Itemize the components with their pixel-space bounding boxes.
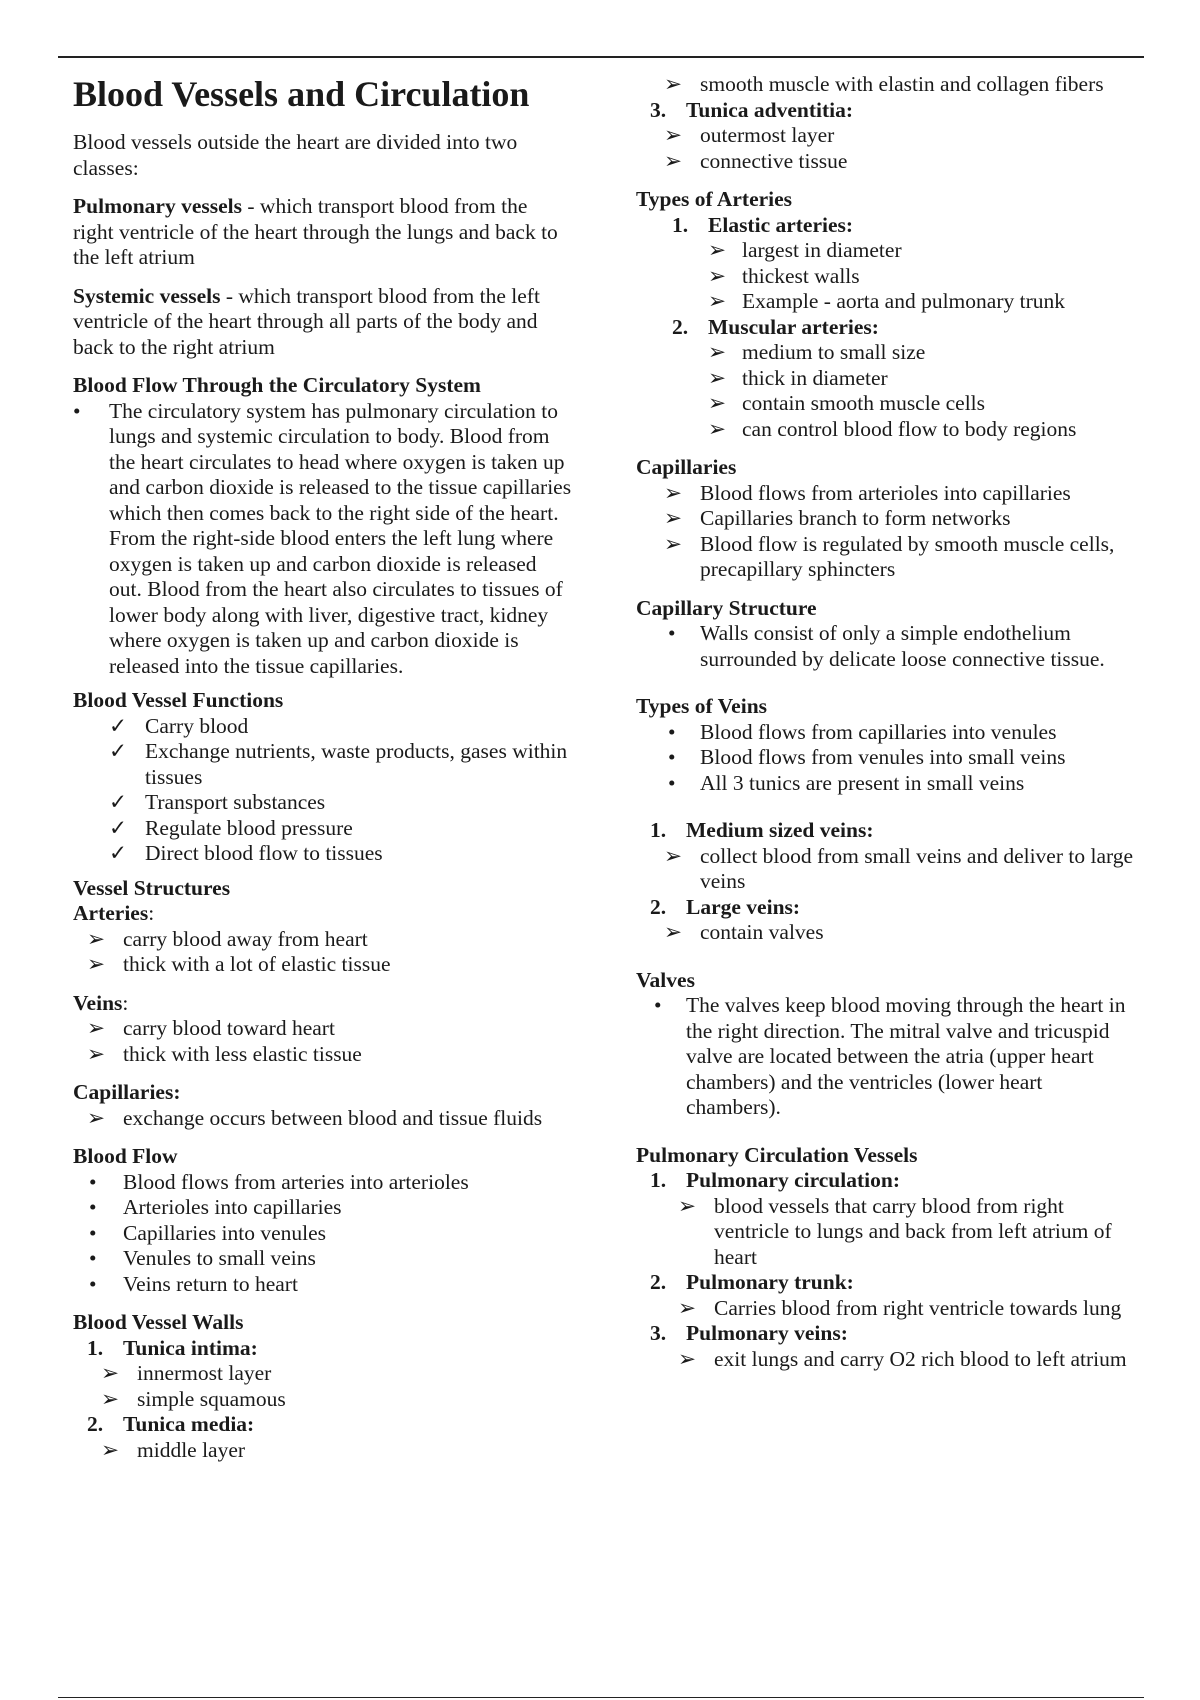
arrow-bullet-icon: ➢ — [678, 1295, 697, 1320]
pulmonary-veins-list — [636, 1347, 1136, 1373]
pulmonary-veins-label: Pulmonary veins: — [686, 1321, 848, 1345]
elastic-arteries-heading — [636, 213, 1136, 239]
list-item — [636, 532, 1136, 583]
vein-type-item: Blood flows from venules into small veins — [700, 745, 1066, 769]
vein-item: thick with less elastic tissue — [123, 1041, 362, 1066]
pulmonary-trunk-list — [636, 1296, 1136, 1322]
intro-paragraph: Blood vessels outside the heart are divided into two classes: — [73, 130, 518, 180]
capillary-structure-heading: Capillary Structure — [636, 595, 817, 620]
medium-vein-item: collect blood from small veins and deliver to large veins — [700, 843, 1134, 893]
tunica-adventitia-list — [636, 123, 1136, 174]
pulmonary-item: blood vessels that carry blood from right ventricle to lungs and back from left atrium of heart — [714, 1193, 1112, 1269]
valves-list — [636, 993, 1136, 1121]
functions-list — [73, 714, 573, 867]
list-item — [636, 238, 1136, 264]
list-item — [73, 1387, 573, 1413]
list-item — [636, 72, 1136, 98]
list-item — [636, 621, 1136, 672]
artery-item: thick with a lot of elastic tissue — [123, 952, 391, 976]
tunica-media-label: Tunica media: — [123, 1412, 255, 1436]
muscular-arteries-heading — [636, 315, 1136, 341]
blood-flow-list — [73, 1170, 573, 1298]
arrow-bullet-icon: ➢ — [664, 148, 683, 173]
large-veins-list — [636, 920, 1136, 946]
artery-item: carry blood away from heart — [123, 926, 368, 951]
list-item — [636, 993, 1136, 1121]
checkmark-icon: ✓ — [109, 739, 128, 763]
muscular-arteries-label: Muscular arteries: — [708, 314, 879, 339]
arrow-bullet-icon: ➢ — [678, 1346, 697, 1371]
arrow-bullet-icon: ➢ — [101, 1386, 120, 1411]
arrow-bullet-icon: ➢ — [708, 289, 727, 313]
list-item — [73, 1221, 573, 1247]
arrow-bullet-icon: ➢ — [101, 1437, 120, 1462]
large-veins-label: Large veins: — [686, 894, 801, 919]
list-item — [636, 264, 1136, 290]
function-item: Carry blood — [145, 713, 249, 738]
pulmonary-vessels-text: - which transport blood from the right ventricle of the heart through the lungs and back to the left atrium — [73, 194, 558, 269]
list-item — [73, 1438, 573, 1464]
veins-label-line: Veins: — [73, 990, 129, 1015]
arrow-bullet-icon: ➢ — [664, 480, 683, 505]
arrow-bullet-icon: ➢ — [708, 416, 727, 441]
bullet-icon: • — [89, 1169, 97, 1194]
list-item — [73, 1170, 573, 1196]
capillary-item: exchange occurs between blood and tissue fluids — [123, 1105, 543, 1130]
veins-label: Veins — [73, 990, 123, 1015]
capillaries-item: Blood flows from arterioles into capillaries — [700, 480, 1071, 505]
artery-type-item: contain smooth muscle cells — [742, 391, 986, 415]
bullet-icon: • — [668, 745, 676, 769]
list-item — [636, 289, 1136, 315]
list-item — [73, 841, 573, 867]
pulmonary-circulation-list — [636, 1194, 1136, 1271]
list-item — [636, 123, 1136, 149]
arrow-bullet-icon: ➢ — [678, 1193, 697, 1218]
list-number: 1. — [87, 1335, 104, 1360]
function-item: Transport substances — [145, 790, 326, 814]
bullet-icon: • — [668, 621, 676, 645]
list-item — [636, 506, 1136, 532]
pulmonary-trunk-heading — [636, 1270, 1136, 1296]
checkmark-icon: ✓ — [109, 815, 128, 840]
tunica-adventitia-heading — [636, 98, 1136, 124]
tunica-item: outermost layer — [700, 123, 835, 147]
pulmonary-heading: Pulmonary Circulation Vessels — [636, 1142, 918, 1167]
vein-item: carry blood toward heart — [123, 1016, 335, 1040]
top-rule — [58, 56, 1144, 58]
artery-type-item: can control blood flow to body regions — [742, 416, 1077, 441]
list-item — [73, 1361, 573, 1387]
checkmark-icon: ✓ — [109, 841, 128, 865]
tunica-intima-heading — [73, 1336, 573, 1362]
vein-types-heading: Types of Veins — [636, 694, 768, 718]
bullet-icon: • — [89, 1220, 97, 1245]
capillaries-item: Blood flow is regulated by smooth muscle cells, precapillary sphincters — [700, 531, 1115, 581]
arrow-bullet-icon: ➢ — [708, 365, 727, 390]
arrow-bullet-icon: ➢ — [664, 843, 683, 868]
function-item: Exchange nutrients, waste products, gases within tissues — [145, 739, 568, 789]
arrow-bullet-icon: ➢ — [708, 391, 727, 415]
arrow-bullet-icon: ➢ — [708, 238, 727, 262]
artery-type-item: medium to small size — [742, 340, 926, 364]
list-item — [636, 481, 1136, 507]
arrow-bullet-icon: ➢ — [708, 263, 727, 288]
artery-type-item: thick in diameter — [742, 365, 888, 390]
left-column — [73, 60, 573, 1463]
blood-flow-item: Veins return to heart — [123, 1271, 298, 1296]
list-item — [636, 844, 1136, 895]
list-item — [73, 1195, 573, 1221]
list-number: 1. — [672, 212, 689, 237]
list-item — [636, 771, 1136, 797]
pulmonary-item: Carries blood from right ventricle towards lung — [714, 1295, 1122, 1320]
vein-types-list — [636, 720, 1136, 797]
blood-flow-item: Venules to small veins — [123, 1246, 316, 1270]
list-item — [73, 952, 573, 978]
capillaries-heading: Capillaries — [636, 455, 737, 479]
list-number: 2. — [650, 894, 667, 919]
arrow-bullet-icon: ➢ — [101, 1361, 120, 1385]
walls-heading: Blood Vessel Walls — [73, 1310, 244, 1334]
list-number: 1. — [650, 818, 667, 842]
bottom-rule — [58, 1697, 1144, 1698]
blood-flow-heading: Blood Flow — [73, 1144, 178, 1168]
tunica-media-heading — [73, 1412, 573, 1438]
medium-veins-label: Medium sized veins: — [686, 818, 874, 842]
list-item — [636, 391, 1136, 417]
right-column — [636, 60, 1136, 1372]
list-number: 1. — [650, 1168, 667, 1192]
pulmonary-veins-heading — [636, 1321, 1136, 1347]
artery-types-heading: Types of Arteries — [636, 187, 793, 211]
list-item — [636, 745, 1136, 771]
tunica-media-list — [73, 1438, 573, 1464]
list-item — [73, 927, 573, 953]
list-item — [636, 149, 1136, 175]
list-number: 2. — [672, 314, 689, 339]
capillaries-item: Capillaries branch to form networks — [700, 506, 1011, 530]
medium-veins-list — [636, 844, 1136, 895]
list-item — [73, 790, 573, 816]
list-item — [73, 1016, 573, 1042]
list-item — [636, 417, 1136, 443]
list-item — [636, 340, 1136, 366]
list-item — [636, 720, 1136, 746]
arrow-bullet-icon: ➢ — [664, 506, 683, 530]
veins-structure-list — [73, 1016, 573, 1067]
list-number: 2. — [87, 1412, 104, 1436]
flow-system-list — [73, 399, 573, 680]
list-number: 3. — [650, 97, 667, 122]
checkmark-icon: ✓ — [109, 713, 128, 738]
muscular-arteries-list — [636, 340, 1136, 442]
list-item — [73, 1106, 573, 1132]
artery-type-item: largest in diameter — [742, 238, 902, 262]
arrow-bullet-icon: ➢ — [87, 952, 106, 976]
artery-type-item: thickest walls — [742, 263, 860, 288]
vein-type-item: Blood flows from capillaries into venules — [700, 719, 1057, 744]
arrow-bullet-icon: ➢ — [708, 340, 727, 364]
arrow-bullet-icon: ➢ — [664, 920, 683, 944]
list-item — [73, 399, 573, 680]
bullet-icon: • — [668, 770, 676, 795]
function-item: Regulate blood pressure — [145, 815, 353, 840]
systemic-vessels-term: Systemic vessels — [73, 283, 221, 308]
pulmonary-vessels-paragraph — [73, 194, 573, 271]
tunica-item: simple squamous — [137, 1386, 286, 1411]
bullet-icon: • — [89, 1246, 97, 1270]
tunica-item: connective tissue — [700, 148, 848, 173]
blood-flow-item: Capillaries into venules — [123, 1220, 327, 1245]
tunica-media-continued-list — [636, 72, 1136, 98]
arrow-bullet-icon: ➢ — [664, 531, 683, 556]
pulmonary-vessels-term: Pulmonary vessels — [73, 194, 243, 218]
bullet-icon: • — [73, 398, 81, 423]
systemic-vessels-paragraph — [73, 284, 573, 361]
medium-veins-heading — [636, 818, 1136, 844]
arteries-label-line: Arteries: — [73, 901, 155, 925]
valves-heading: Valves — [636, 967, 695, 992]
page-title: Blood Vessels and Circulation — [73, 74, 530, 114]
list-item — [636, 1194, 1136, 1271]
functions-heading: Blood Vessel Functions — [73, 688, 284, 712]
elastic-arteries-label: Elastic arteries: — [708, 212, 854, 237]
list-item — [73, 1272, 573, 1298]
bullet-icon: • — [654, 993, 662, 1017]
function-item: Direct blood flow to tissues — [145, 841, 383, 865]
structures-heading: Vessel Structures — [73, 875, 231, 900]
vein-type-item: All 3 tunics are present in small veins — [700, 770, 1025, 795]
arrow-bullet-icon: ➢ — [87, 1016, 106, 1040]
arrow-bullet-icon: ➢ — [87, 1041, 106, 1066]
arteries-label: Arteries — [73, 901, 149, 925]
valves-text: The valves keep blood moving through the heart in the right direction. The mitral valve and tricuspid valve are located between the atria (upper heart chambers) and the ventricles (lower heart chambers). — [686, 993, 1126, 1119]
systemic-vessels-text: - which transport blood from the left ventricle of the heart through all parts of the body and back to the right atrium — [73, 283, 540, 359]
blood-flow-item: Blood flows from arteries into arterioles — [123, 1169, 469, 1194]
list-item — [636, 1347, 1136, 1373]
bullet-icon: • — [668, 719, 676, 744]
flow-system-heading: Blood Flow Through the Circulatory System — [73, 373, 481, 397]
capillaries-structure-list — [73, 1106, 573, 1132]
arrow-bullet-icon: ➢ — [87, 1105, 106, 1130]
pulmonary-item: exit lungs and carry O2 rich blood to left atrium — [714, 1346, 1127, 1371]
capillaries-label: Capillaries: — [73, 1080, 181, 1104]
arrow-bullet-icon: ➢ — [664, 123, 683, 147]
capillary-structure-item: Walls consist of only a simple endothelium surrounded by delicate loose connective tissue. — [700, 621, 1105, 671]
pulmonary-circulation-heading — [636, 1168, 1136, 1194]
list-item — [73, 1246, 573, 1272]
arrow-bullet-icon: ➢ — [87, 926, 106, 951]
capillary-structure-list — [636, 621, 1136, 672]
tunica-adventitia-label: Tunica adventitia: — [686, 97, 854, 122]
blood-flow-item: Arterioles into capillaries — [123, 1195, 342, 1219]
list-item — [73, 1042, 573, 1068]
list-item — [73, 714, 573, 740]
list-item — [73, 739, 573, 790]
bullet-icon: • — [89, 1195, 97, 1219]
large-veins-heading — [636, 895, 1136, 921]
capillaries-list — [636, 481, 1136, 583]
bullet-icon: • — [89, 1271, 97, 1296]
list-item — [636, 366, 1136, 392]
elastic-arteries-list — [636, 238, 1136, 315]
arrow-bullet-icon: ➢ — [664, 72, 683, 96]
tunica-intima-list — [73, 1361, 573, 1412]
artery-type-item: Example - aorta and pulmonary trunk — [742, 289, 1065, 313]
large-vein-item: contain valves — [700, 920, 824, 944]
list-item — [636, 1296, 1136, 1322]
arteries-list — [73, 927, 573, 978]
checkmark-icon: ✓ — [109, 790, 128, 814]
tunica-item: smooth muscle with elastin and collagen fibers — [700, 72, 1104, 96]
flow-system-text: The circulatory system has pulmonary circulation to lungs and systemic circulation to body. Blood from the heart circulates to head where oxygen is taken up and carbon dioxide is released to the tissue capillaries which then comes back to the right side of the heart. From the right-side blood enters the left lung where oxygen is taken up and carbon dioxide is released out. Blood from the heart also circulates to tissues of lower body along with liver, digestive tract, kidney where oxygen is taken up and carbon dioxide is released into the tissue capillaries. — [109, 398, 572, 678]
pulmonary-trunk-label: Pulmonary trunk: — [686, 1270, 854, 1294]
list-number: 2. — [650, 1270, 667, 1294]
list-number: 3. — [650, 1321, 667, 1345]
pulmonary-circulation-label: Pulmonary circulation: — [686, 1168, 900, 1192]
tunica-intima-label: Tunica intima: — [123, 1335, 258, 1360]
tunica-item: middle layer — [137, 1437, 246, 1462]
list-item — [73, 816, 573, 842]
list-item — [636, 920, 1136, 946]
tunica-item: innermost layer — [137, 1361, 272, 1385]
